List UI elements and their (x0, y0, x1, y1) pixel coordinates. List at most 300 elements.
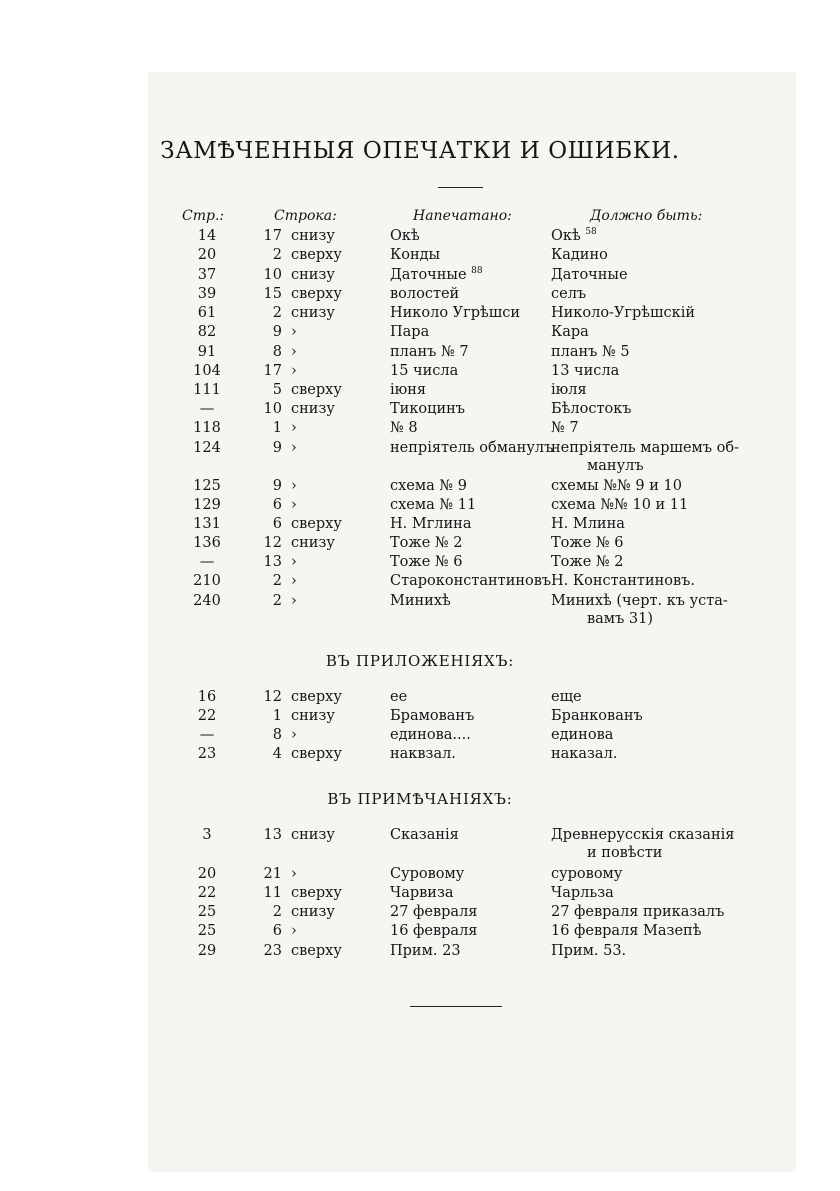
cell-correct-text: Кадино (551, 247, 608, 263)
cell-printed-text: Пара (390, 324, 430, 340)
cell-page-text: 136 (193, 535, 221, 551)
cell-printed (390, 865, 464, 884)
table-row (0, 227, 840, 246)
cell-correct-text: схема №№ 10 и 11 (551, 497, 689, 513)
cell-correct-text: Прим. 53. (551, 943, 627, 959)
cell-printed (390, 726, 471, 745)
cell-page (177, 922, 237, 941)
cell-correct-text: № 7 (551, 420, 579, 436)
cell-position (291, 439, 297, 458)
cell-page (177, 304, 237, 323)
cell-position (291, 903, 335, 922)
cell-page (177, 865, 237, 884)
cell-position (291, 534, 335, 553)
cell-position-text: снизу (291, 827, 335, 843)
cell-correct (551, 884, 614, 903)
cell-correct-text: наказал. (551, 746, 618, 762)
table-header (0, 207, 840, 226)
cell-position (291, 343, 297, 362)
cell-printed (390, 400, 465, 419)
cell-position-text: › (291, 344, 297, 360)
cell-printed (390, 439, 553, 458)
cell-correct (551, 726, 613, 745)
cell-correct (551, 572, 695, 591)
cell-correct-text: Тоже № 2 (551, 554, 624, 570)
cell-printed (390, 381, 426, 400)
cell-position-text: снизу (291, 401, 335, 417)
cell-position-text: › (291, 593, 297, 609)
cell-line-text: 10 (263, 401, 282, 417)
cell-printed-text: Брамованъ (390, 708, 475, 724)
cell-position-text: снизу (291, 904, 335, 920)
cell-line (260, 419, 282, 438)
cell-page (177, 745, 237, 764)
cell-line (260, 688, 282, 707)
cell-line (260, 592, 282, 611)
cell-correct-text: Древнерусскія сказанія (551, 827, 735, 843)
cell-line-text: 9 (272, 440, 282, 456)
cell-correct-continuation: вамъ 31) (587, 611, 654, 627)
cell-printed (390, 592, 451, 611)
cell-page-text: 131 (193, 516, 221, 532)
table-row (0, 343, 840, 362)
notes-heading: ВЪ ПРИМѢЧАНІЯХЪ: (327, 790, 513, 808)
cell-page (177, 515, 237, 534)
cell-correct (551, 304, 695, 323)
cell-correct-text: Бранкованъ (551, 708, 643, 724)
footnote-ref: 58 (585, 227, 597, 237)
cell-page (177, 707, 237, 726)
table-row (0, 942, 840, 961)
cell-correct-text: Бѣлостокъ (551, 401, 632, 417)
cell-line (260, 304, 282, 323)
cell-page-text: 20 (197, 866, 217, 882)
cell-line (260, 323, 282, 342)
table-row (0, 726, 840, 745)
cell-printed (390, 922, 477, 941)
table-row (0, 362, 840, 381)
cell-printed-text: Минихѣ (390, 593, 451, 609)
cell-correct-text: 13 числа (551, 363, 620, 379)
cell-line-text: 12 (263, 689, 282, 705)
cell-page (177, 227, 237, 246)
cell-position (291, 688, 342, 707)
cell-line (260, 227, 282, 246)
cell-printed-text: волостей (390, 286, 460, 302)
cell-position (291, 922, 297, 941)
cell-correct (551, 227, 597, 246)
cell-line (260, 515, 282, 534)
cell-position (291, 884, 342, 903)
cell-page (177, 400, 237, 419)
cell-position-text: снизу (291, 535, 335, 551)
cell-position-text: снизу (291, 708, 335, 724)
cell-printed (390, 534, 463, 553)
cell-printed (390, 246, 440, 265)
cell-printed-text: іюня (390, 382, 427, 398)
cell-position-text: › (291, 554, 297, 570)
cell-page (177, 496, 237, 515)
cell-line-text: 6 (272, 497, 282, 513)
cell-printed-text: ее (390, 689, 408, 705)
cell-correct (551, 942, 626, 961)
cell-correct-text: іюля (551, 382, 587, 398)
table-row (0, 496, 840, 515)
cell-position (291, 227, 335, 246)
cell-line (260, 745, 282, 764)
cell-correct (551, 515, 625, 534)
cell-correct (551, 553, 624, 572)
cell-page-text: 210 (193, 573, 221, 589)
cell-position (291, 726, 297, 745)
cell-printed (390, 942, 461, 961)
cell-line-text: 4 (272, 746, 282, 762)
cell-position (291, 553, 297, 572)
cell-page-text: 23 (197, 746, 217, 762)
cell-correct (551, 826, 734, 845)
cell-printed-text: Чарвиза (390, 885, 454, 901)
cell-correct-text: планъ № 5 (551, 344, 630, 360)
cell-correct (551, 381, 587, 400)
cell-correct (551, 343, 630, 362)
cell-page-text: 39 (197, 286, 217, 302)
cell-correct (551, 922, 701, 941)
cell-page-text: 104 (193, 363, 221, 379)
cell-position (291, 362, 297, 381)
cell-page (177, 419, 237, 438)
cell-page (177, 884, 237, 903)
cell-page-text: 22 (197, 708, 217, 724)
cell-position (291, 419, 297, 438)
cell-correct-text: 27 февраля приказалъ (551, 904, 725, 920)
cell-line-text: 1 (272, 420, 282, 436)
cell-printed-text: 16 февраля (390, 923, 478, 939)
appendix-heading: ВЪ ПРИЛОЖЕНІЯХЪ: (325, 652, 515, 670)
cell-correct (551, 865, 622, 884)
cell-position-text: сверху (291, 516, 342, 532)
cell-printed-text: 27 февраля (390, 904, 478, 920)
cell-page (177, 592, 237, 611)
cell-correct-text: Николо-Угрѣшскій (551, 305, 696, 321)
cell-line-text: 9 (272, 478, 282, 494)
cell-page (177, 826, 237, 845)
cell-position-text: › (291, 478, 297, 494)
cell-line (260, 903, 282, 922)
table-row (0, 688, 840, 707)
table-row (0, 439, 840, 474)
cell-correct-text: суровому (551, 866, 623, 882)
cell-page-text: 240 (193, 593, 221, 609)
cell-line-text: 15 (263, 286, 282, 302)
table-row (0, 592, 840, 627)
cell-printed-text: схема № 11 (390, 497, 477, 513)
cell-correct-text: Н. Млина (551, 516, 625, 532)
cell-printed (390, 227, 420, 246)
cell-correct (551, 400, 632, 419)
cell-line (260, 534, 282, 553)
cell-line (260, 826, 282, 845)
cell-correct (551, 745, 617, 764)
cell-page-text: 129 (193, 497, 221, 513)
cell-correct-text: Кара (551, 324, 589, 340)
cell-line-text: 13 (263, 827, 282, 843)
cell-position-text: снизу (291, 305, 335, 321)
cell-page (177, 439, 237, 458)
cell-position (291, 477, 297, 496)
cell-correct-text: Даточные (551, 267, 628, 283)
cell-position-text: сверху (291, 689, 342, 705)
cell-line-text: 2 (272, 573, 282, 589)
cell-page (177, 343, 237, 362)
cell-line-text: 12 (263, 535, 282, 551)
cell-page-text: 124 (193, 440, 221, 456)
cell-position (291, 304, 335, 323)
cell-page (177, 285, 237, 304)
cell-page (177, 903, 237, 922)
cell-position (291, 323, 297, 342)
cell-page (177, 726, 237, 745)
cell-page (177, 553, 237, 572)
cell-position-text: › (291, 420, 297, 436)
cell-position-text: сверху (291, 286, 342, 302)
cell-correct (551, 707, 643, 726)
cell-correct (551, 323, 589, 342)
cell-page-text: 61 (197, 305, 217, 321)
cell-line (260, 439, 282, 458)
cell-line (260, 246, 282, 265)
cell-printed (390, 515, 472, 534)
cell-position (291, 266, 335, 285)
cell-page-text: 37 (197, 267, 217, 283)
cell-printed-text: Тоже № 2 (390, 535, 463, 551)
table-row (0, 884, 840, 903)
cell-printed-text: № 8 (390, 420, 418, 436)
cell-page-text: 14 (197, 228, 217, 244)
title-rule (438, 187, 483, 188)
cell-correct-text: схемы №№ 9 и 10 (551, 478, 682, 494)
cell-line-text: 11 (263, 885, 282, 901)
cell-correct (551, 439, 739, 458)
cell-position-text: сверху (291, 247, 342, 263)
cell-position (291, 865, 297, 884)
cell-line (260, 553, 282, 572)
cell-position (291, 515, 342, 534)
table-row (0, 534, 840, 553)
cell-position-text: снизу (291, 267, 335, 283)
cell-line-text: 17 (263, 363, 282, 379)
cell-correct (551, 419, 579, 438)
cell-position (291, 400, 335, 419)
cell-printed-text: Прим. 23 (390, 943, 461, 959)
cell-correct (551, 496, 688, 515)
cell-position (291, 285, 342, 304)
cell-line-text: 21 (263, 866, 282, 882)
cell-page (177, 266, 237, 285)
cell-printed-text: схема № 9 (390, 478, 467, 494)
table-row (0, 865, 840, 884)
cell-line-text: 13 (263, 554, 282, 570)
cell-position (291, 826, 335, 845)
cell-page-text: 3 (202, 827, 212, 843)
cell-page-text: 25 (197, 904, 217, 920)
cell-printed (390, 572, 551, 591)
cell-printed-text: Староконстантиновъ (390, 573, 552, 589)
table-row (0, 572, 840, 591)
header-correct: Должно быть: (590, 208, 703, 224)
cell-printed (390, 362, 458, 381)
cell-line (260, 400, 282, 419)
cell-page (177, 246, 237, 265)
cell-page-text: — (199, 727, 215, 743)
header-page: Стр.: (182, 208, 225, 224)
cell-correct-text: селъ (551, 286, 587, 302)
footnote-ref: 88 (471, 266, 483, 276)
cell-page-text: 111 (193, 382, 221, 398)
cell-line-text: 2 (272, 305, 282, 321)
cell-correct-text: Чарльза (551, 885, 614, 901)
cell-correct-text: единова (551, 727, 614, 743)
cell-page-text: 16 (197, 689, 217, 705)
cell-line (260, 572, 282, 591)
cell-position-text: сверху (291, 885, 342, 901)
cell-line-text: 6 (272, 923, 282, 939)
table-row (0, 745, 840, 764)
cell-page-text: 29 (197, 943, 217, 959)
cell-correct-continuation: и повѣсти (587, 845, 663, 861)
cell-printed-text: Окѣ (390, 228, 420, 244)
cell-page (177, 572, 237, 591)
table-row (0, 826, 840, 861)
cell-printed (390, 323, 429, 342)
cell-page-text: 20 (197, 247, 217, 263)
cell-printed-text: Тикоцинъ (390, 401, 466, 417)
cell-line-text: 6 (272, 516, 282, 532)
cell-page-text: 91 (197, 344, 217, 360)
cell-correct-text: непріятель маршемъ об- (551, 440, 740, 456)
table-row (0, 381, 840, 400)
cell-line-text: 2 (272, 247, 282, 263)
cell-correct (551, 592, 728, 611)
cell-page-text: 25 (197, 923, 217, 939)
cell-position (291, 496, 297, 515)
header-printed: Напечатано: (413, 208, 512, 224)
cell-page (177, 688, 237, 707)
cell-position (291, 246, 342, 265)
cell-position-text: › (291, 923, 297, 939)
cell-line-text: 2 (272, 904, 282, 920)
cell-printed-text: единова.... (390, 727, 471, 743)
cell-printed (390, 343, 469, 362)
cell-page (177, 534, 237, 553)
cell-line (260, 343, 282, 362)
cell-printed-text: наквзал. (390, 746, 456, 762)
cell-printed-text: планъ № 7 (390, 344, 469, 360)
cell-position-text: › (291, 573, 297, 589)
cell-page (177, 942, 237, 961)
cell-line-text: 17 (263, 228, 282, 244)
cell-printed-text: Суровому (390, 866, 465, 882)
cell-printed-text: Сказанія (390, 827, 459, 843)
cell-printed (390, 826, 459, 845)
cell-printed (390, 304, 520, 323)
cell-printed (390, 707, 474, 726)
table-row (0, 400, 840, 419)
cell-position (291, 707, 335, 726)
cell-line (260, 266, 282, 285)
cell-printed (390, 266, 483, 285)
cell-page-text: — (199, 554, 215, 570)
cell-page (177, 362, 237, 381)
cell-line-text: 8 (272, 727, 282, 743)
cell-printed (390, 688, 407, 707)
cell-line (260, 726, 282, 745)
cell-printed (390, 903, 477, 922)
cell-printed-text: непріятель обманулъ (390, 440, 554, 456)
cell-correct-text: еще (551, 689, 582, 705)
cell-position-text: сверху (291, 943, 342, 959)
cell-correct-text: Окѣ (551, 228, 581, 244)
cell-printed (390, 419, 418, 438)
cell-printed (390, 884, 454, 903)
cell-correct (551, 688, 582, 707)
table-row (0, 903, 840, 922)
cell-printed (390, 553, 463, 572)
cell-printed-text: Н. Мглина (390, 516, 472, 532)
table-row (0, 419, 840, 438)
cell-position-text: › (291, 497, 297, 513)
cell-printed-text: Николо Угрѣшси (390, 305, 521, 321)
cell-page-text: — (199, 401, 215, 417)
table-row (0, 304, 840, 323)
cell-line-text: 9 (272, 324, 282, 340)
cell-position-text: › (291, 866, 297, 882)
cell-correct (551, 477, 682, 496)
table-row (0, 553, 840, 572)
cell-correct-continuation: манулъ (587, 458, 644, 474)
cell-correct (551, 246, 608, 265)
cell-line (260, 922, 282, 941)
cell-position-text: сверху (291, 746, 342, 762)
cell-page (177, 477, 237, 496)
cell-printed (390, 477, 467, 496)
cell-page-text: 82 (197, 324, 217, 340)
cell-printed (390, 285, 459, 304)
cell-correct-text: Тоже № 6 (551, 535, 624, 551)
cell-position-text: сверху (291, 382, 342, 398)
cell-correct (551, 534, 624, 553)
cell-position (291, 381, 342, 400)
table-row (0, 323, 840, 342)
cell-line-text: 8 (272, 344, 282, 360)
cell-page-text: 125 (193, 478, 221, 494)
table-row (0, 266, 840, 285)
cell-line-text: 23 (263, 943, 282, 959)
cell-page (177, 381, 237, 400)
cell-line (260, 865, 282, 884)
table-row (0, 707, 840, 726)
cell-position-text: снизу (291, 228, 335, 244)
cell-line-text: 5 (272, 382, 282, 398)
cell-position (291, 572, 297, 591)
cell-position (291, 942, 342, 961)
cell-printed (390, 745, 456, 764)
cell-line (260, 707, 282, 726)
cell-line-text: 1 (272, 708, 282, 724)
cell-correct (551, 903, 724, 922)
cell-printed-text: Даточные (390, 267, 467, 283)
cell-line (260, 496, 282, 515)
end-rule (410, 1006, 502, 1007)
